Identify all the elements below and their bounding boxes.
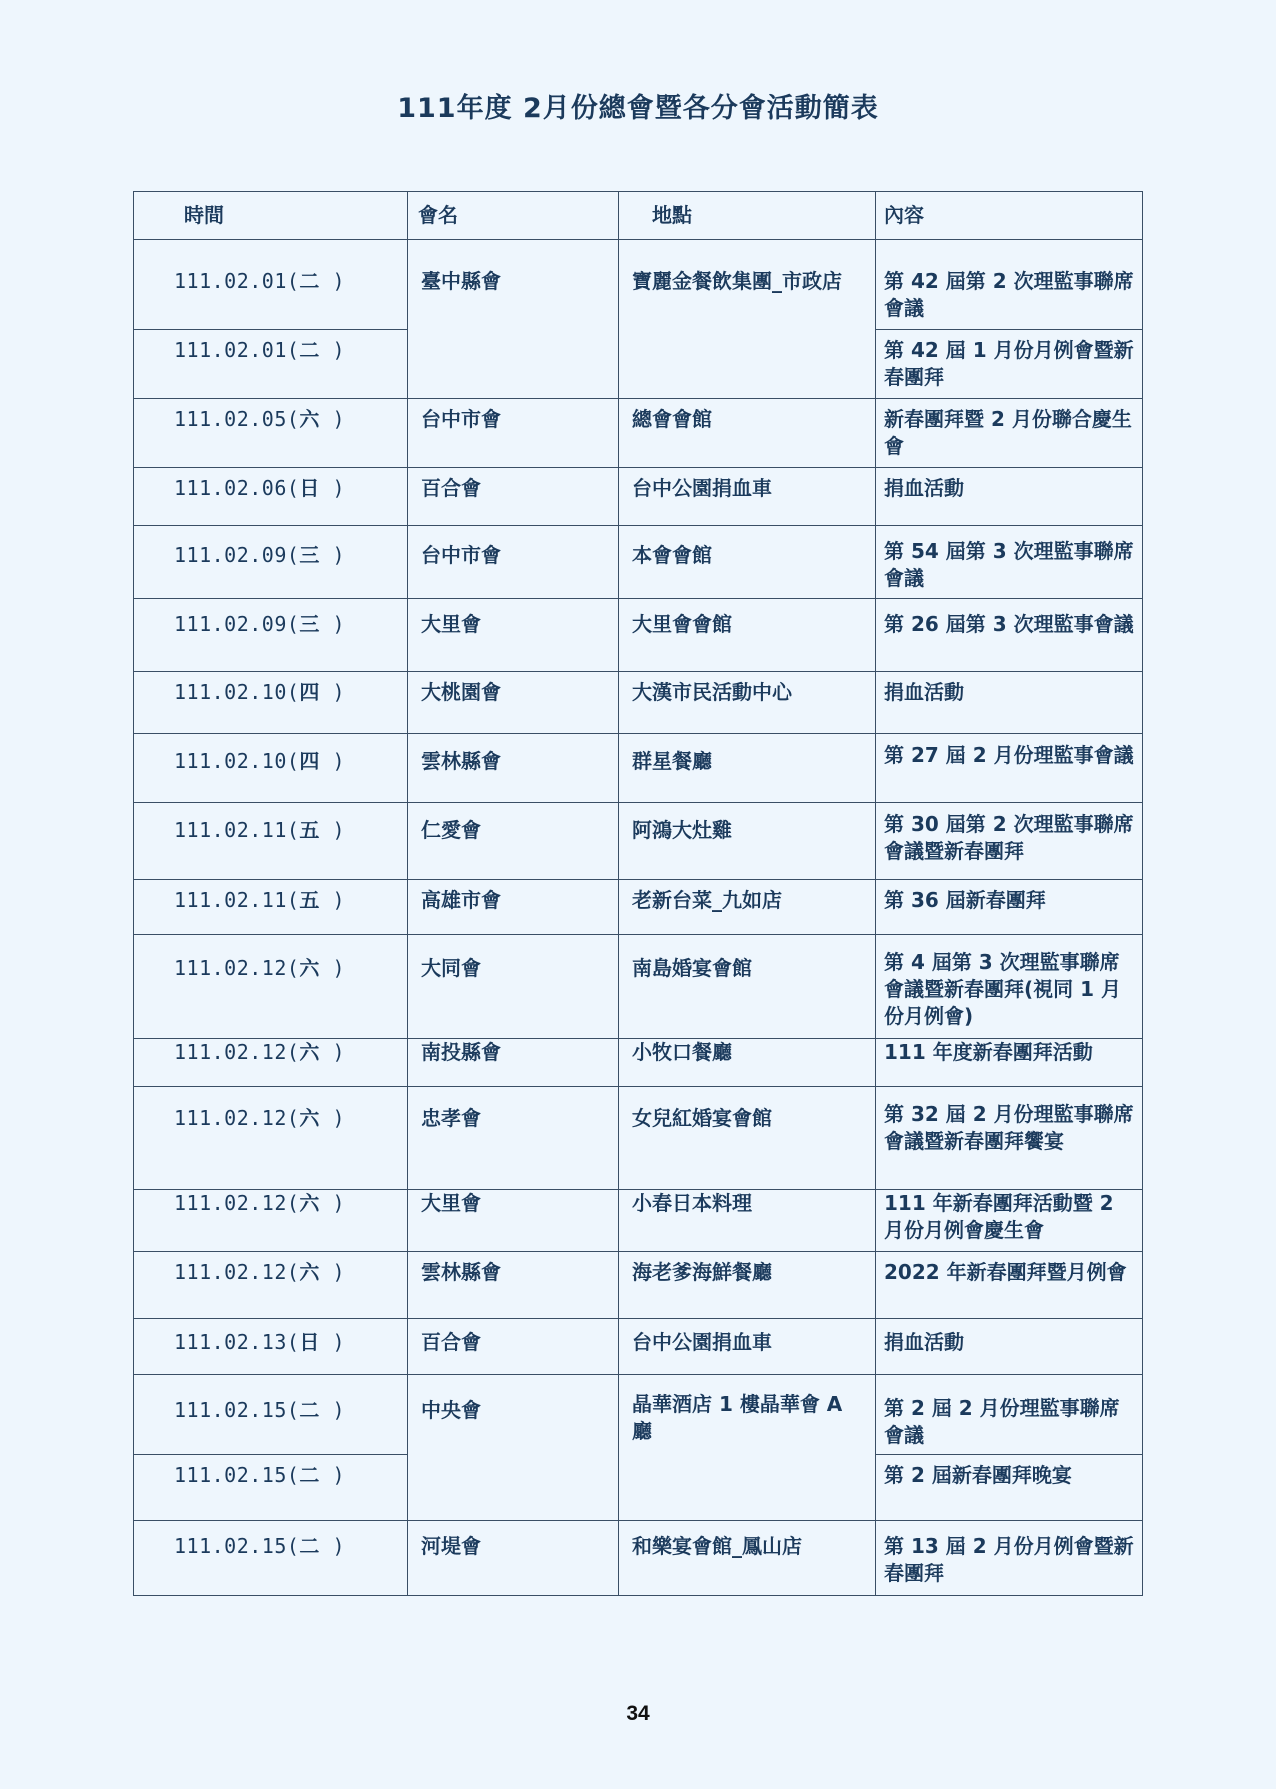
content-cell: 第 13 屆 2 月份月例會暨新春團拜 bbox=[876, 1521, 1143, 1596]
content-cell: 第 42 屆第 2 次理監事聯席會議 bbox=[876, 240, 1143, 330]
content-cell: 捐血活動 bbox=[876, 1319, 1143, 1375]
org-cell: 南投縣會 bbox=[408, 1039, 619, 1087]
venue-cell: 小牧口餐廳 bbox=[619, 1039, 876, 1087]
org-cell: 大同會 bbox=[408, 935, 619, 1039]
activity-schedule-table bbox=[133, 191, 1143, 1596]
venue-cell: 本會會館 bbox=[619, 526, 876, 599]
table-row bbox=[134, 1190, 1143, 1252]
venue-cell: 總會會館 bbox=[619, 399, 876, 468]
org-cell: 中央會 bbox=[408, 1375, 619, 1521]
venue-cell: 寶麗金餐飲集團_市政店 bbox=[619, 240, 876, 399]
table-row bbox=[134, 599, 1143, 672]
content-cell: 捐血活動 bbox=[876, 468, 1143, 526]
date-cell: 111.02.12(六 ) bbox=[134, 1252, 408, 1319]
org-cell: 雲林縣會 bbox=[408, 734, 619, 803]
venue-cell: 群星餐廳 bbox=[619, 734, 876, 803]
header-date: 時間 bbox=[134, 192, 408, 240]
venue-cell: 南島婚宴會館 bbox=[619, 935, 876, 1039]
page-number: 34 bbox=[626, 1702, 650, 1725]
table-row bbox=[134, 240, 1143, 330]
table-row bbox=[134, 1087, 1143, 1190]
org-cell: 百合會 bbox=[408, 1319, 619, 1375]
venue-cell: 海老爹海鮮餐廳 bbox=[619, 1252, 876, 1319]
table-row bbox=[134, 1375, 1143, 1455]
date-cell: 111.02.12(六 ) bbox=[134, 1190, 408, 1252]
org-cell: 河堤會 bbox=[408, 1521, 619, 1596]
content-cell: 第 30 屆第 2 次理監事聯席會議暨新春團拜 bbox=[876, 803, 1143, 880]
date-cell: 111.02.09(三 ) bbox=[134, 526, 408, 599]
table-row bbox=[134, 1521, 1143, 1596]
content-cell: 111 年度新春團拜活動 bbox=[876, 1039, 1143, 1087]
content-cell: 新春團拜暨 2 月份聯合慶生會 bbox=[876, 399, 1143, 468]
header-org: 會名 bbox=[408, 192, 619, 240]
org-cell: 高雄市會 bbox=[408, 880, 619, 935]
date-cell: 111.02.15(二 ) bbox=[134, 1455, 408, 1521]
content-cell: 第 32 屆 2 月份理監事聯席會議暨新春團拜饗宴 bbox=[876, 1087, 1143, 1190]
org-cell: 台中市會 bbox=[408, 526, 619, 599]
date-cell: 111.02.05(六 ) bbox=[134, 399, 408, 468]
venue-cell: 台中公園捐血車 bbox=[619, 468, 876, 526]
table-row bbox=[134, 880, 1143, 935]
date-cell: 111.02.11(五 ) bbox=[134, 803, 408, 880]
content-cell: 第 27 屆 2 月份理監事會議 bbox=[876, 734, 1143, 803]
date-cell: 111.02.15(二 ) bbox=[134, 1521, 408, 1596]
table-row bbox=[134, 1319, 1143, 1375]
page-title: 111年度 2月份總會暨各分會活動簡表 bbox=[397, 93, 879, 124]
date-cell: 111.02.06(日 ) bbox=[134, 468, 408, 526]
venue-cell: 大漢市民活動中心 bbox=[619, 672, 876, 734]
table-row bbox=[134, 803, 1143, 880]
org-cell: 仁愛會 bbox=[408, 803, 619, 880]
content-cell: 捐血活動 bbox=[876, 672, 1143, 734]
venue-cell: 和樂宴會館_鳳山店 bbox=[619, 1521, 876, 1596]
date-cell: 111.02.10(四 ) bbox=[134, 734, 408, 803]
date-cell: 111.02.13(日 ) bbox=[134, 1319, 408, 1375]
org-cell: 台中市會 bbox=[408, 399, 619, 468]
header-venue: 地點 bbox=[619, 192, 876, 240]
content-cell: 111 年新春團拜活動暨 2 月份月例會慶生會 bbox=[876, 1190, 1143, 1252]
date-cell: 111.02.10(四 ) bbox=[134, 672, 408, 734]
org-cell: 百合會 bbox=[408, 468, 619, 526]
table-row bbox=[134, 399, 1143, 468]
venue-cell: 大里會會館 bbox=[619, 599, 876, 672]
venue-cell: 老新台菜_九如店 bbox=[619, 880, 876, 935]
org-cell: 臺中縣會 bbox=[408, 240, 619, 399]
table-row bbox=[134, 1252, 1143, 1319]
content-cell: 第 2 屆 2 月份理監事聯席會議 bbox=[876, 1375, 1143, 1455]
date-cell: 111.02.12(六 ) bbox=[134, 1039, 408, 1087]
table-row bbox=[134, 526, 1143, 599]
content-cell: 2022 年新春團拜暨月例會 bbox=[876, 1252, 1143, 1319]
content-cell: 第 42 屆 1 月份月例會暨新春團拜 bbox=[876, 330, 1143, 399]
org-cell: 大桃園會 bbox=[408, 672, 619, 734]
table-row bbox=[134, 935, 1143, 1039]
date-cell: 111.02.01(二 ) bbox=[134, 240, 408, 330]
org-cell: 忠孝會 bbox=[408, 1087, 619, 1190]
content-cell: 第 2 屆新春團拜晚宴 bbox=[876, 1455, 1143, 1521]
venue-cell: 晶華酒店 1 樓晶華會 A 廳 bbox=[619, 1375, 876, 1521]
date-cell: 111.02.12(六 ) bbox=[134, 1087, 408, 1190]
content-cell: 第 36 屆新春團拜 bbox=[876, 880, 1143, 935]
org-cell: 大里會 bbox=[408, 599, 619, 672]
table-row bbox=[134, 734, 1143, 803]
venue-cell: 台中公園捐血車 bbox=[619, 1319, 876, 1375]
table-row bbox=[134, 1039, 1143, 1087]
venue-cell: 小春日本料理 bbox=[619, 1190, 876, 1252]
venue-cell: 阿鴻大灶雞 bbox=[619, 803, 876, 880]
header-content: 內容 bbox=[876, 192, 1143, 240]
table-row bbox=[134, 468, 1143, 526]
content-cell: 第 4 屆第 3 次理監事聯席會議暨新春團拜(視同 1 月份月例會) bbox=[876, 935, 1143, 1039]
table-row bbox=[134, 672, 1143, 734]
content-cell: 第 54 屆第 3 次理監事聯席會議 bbox=[876, 526, 1143, 599]
table-header-row bbox=[134, 192, 1143, 240]
date-cell: 111.02.09(三 ) bbox=[134, 599, 408, 672]
date-cell: 111.02.01(二 ) bbox=[134, 330, 408, 399]
content-cell: 第 26 屆第 3 次理監事會議 bbox=[876, 599, 1143, 672]
org-cell: 大里會 bbox=[408, 1190, 619, 1252]
date-cell: 111.02.12(六 ) bbox=[134, 935, 408, 1039]
org-cell: 雲林縣會 bbox=[408, 1252, 619, 1319]
venue-cell: 女兒紅婚宴會館 bbox=[619, 1087, 876, 1190]
date-cell: 111.02.15(二 ) bbox=[134, 1375, 408, 1455]
date-cell: 111.02.11(五 ) bbox=[134, 880, 408, 935]
